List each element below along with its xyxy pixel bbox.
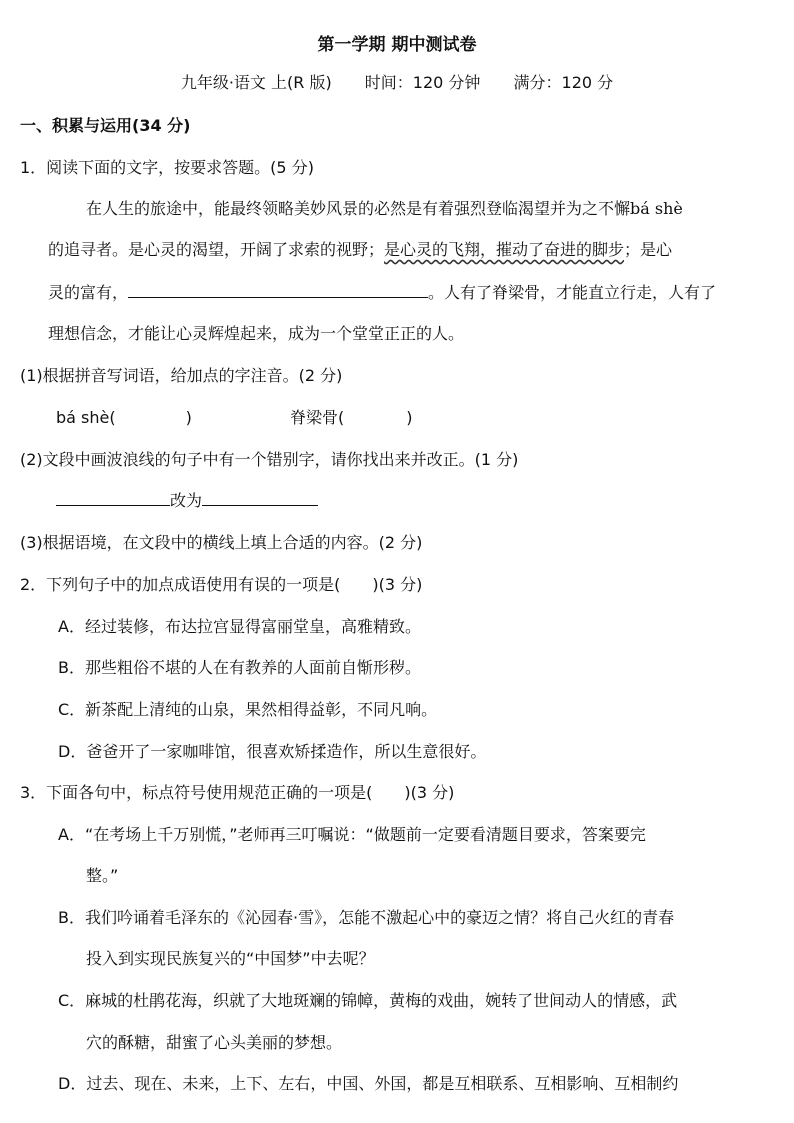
q1-sub1-answers [56,405,413,428]
q1-fill-blank[interactable] [128,297,428,298]
q1-passage-line3-a: 灵的富有， [48,283,129,302]
q1-passage-line4: 理想信念，才能让心灵辉煌起来，成为一个堂堂正正的人。 [48,324,465,343]
wrong-char-blank[interactable] [56,505,170,506]
change-to-label: 改为 [170,491,203,510]
q2-stem: 2．下列句子中的加点成语使用有误的一项是( )(3 分) [20,575,423,594]
q1-wavy-sentence: 是心灵的飞翔，摧动了奋进的脚步 [384,240,625,259]
q3-stem: 3．下面各句中，标点符号使用规范正确的一项是( )(3 分) [20,783,455,802]
q3-option-d-line1[interactable]: D．过去、现在、未来，上下、左右，中国、外国，都是互相联系、互相影响、互相制约 [58,1074,679,1093]
q2-option-b[interactable]: B．那些粗俗不堪的人在有教养的人面前自惭形秽。 [58,658,421,677]
section-1-title: 一、积累与运用(34 分) [20,116,191,135]
q3-option-b-line1[interactable]: B．我们吟诵着毛泽东的《沁园春·雪》，怎能不激起心中的豪迈之情？将自己火红的青春 [58,908,675,927]
q1-passage-line3 [48,280,716,303]
q1-sub2-answers [56,488,318,511]
q1-passage-line3-b: 。人有了脊梁骨，才能直立行走，人有了 [428,283,717,302]
q1-passage-line1: 在人生的旅途中，能最终领略美妙风景的必然是有着强烈登临渴望并为之不懈bá shè [86,199,683,218]
exam-title: 第一学期 期中测试卷 [317,35,477,55]
phonetic-answer-label: 脊梁骨( [290,408,345,427]
exam-time: 时间：120 分钟 [364,73,481,92]
exam-subtitle [0,70,794,93]
q3-option-b-line2: 投入到实现民族复兴的“中国梦”中去呢？ [86,949,375,968]
q3-option-c-line2: 穴的酥糖，甜蜜了心头美丽的梦想。 [86,1033,343,1052]
q3-option-c-line1[interactable]: C．麻城的杜鹃花海，织就了大地斑斓的锦幛，黄梅的戏曲，婉转了世间动人的情感，武 [58,991,678,1010]
exam-score: 满分：120 分 [513,73,614,92]
q2-option-c[interactable]: C．新茶配上清纯的山泉，果然相得益彰，不同凡响。 [58,700,438,719]
q3-option-a-line1[interactable]: A．“在考场上千万别慌，”老师再三叮嘱说：“做题前一定要看清题目要求，答案要完 [58,825,646,844]
q2-option-d[interactable]: D．爸爸开了一家咖啡馆，很喜欢矫揉造作，所以生意很好。 [58,742,487,761]
q1-sub2: (2)文段中画波浪线的句子中有一个错别字，请你找出来并改正。(1 分) [20,450,519,469]
q1-sub3: (3)根据语境，在文段中的横线上填上合适的内容。(2 分) [20,533,423,552]
pinyin-answer-close: ) [185,408,192,427]
grade-subject: 九年级·语文 上(R 版) [180,73,332,92]
q1-stem: 1．阅读下面的文字，按要求答题。(5 分) [20,158,314,177]
q3-option-a-line2: 整。” [86,866,119,885]
q2-option-a[interactable]: A．经过装修，布达拉宫显得富丽堂皇，高雅精致。 [58,617,421,636]
q1-passage-line2-b: ；是心 [624,240,673,259]
q1-sub1: (1)根据拼音写词语，给加点的字注音。(2 分) [20,366,343,385]
q1-passage-line2-a: 的追寻者。是心灵的渴望，开阔了求索的视野； [48,240,385,259]
pinyin-answer-label: bá shè( [56,408,116,427]
correct-char-blank[interactable] [202,505,318,506]
phonetic-answer-close: ) [406,408,413,427]
q1-passage-line2 [48,237,672,260]
